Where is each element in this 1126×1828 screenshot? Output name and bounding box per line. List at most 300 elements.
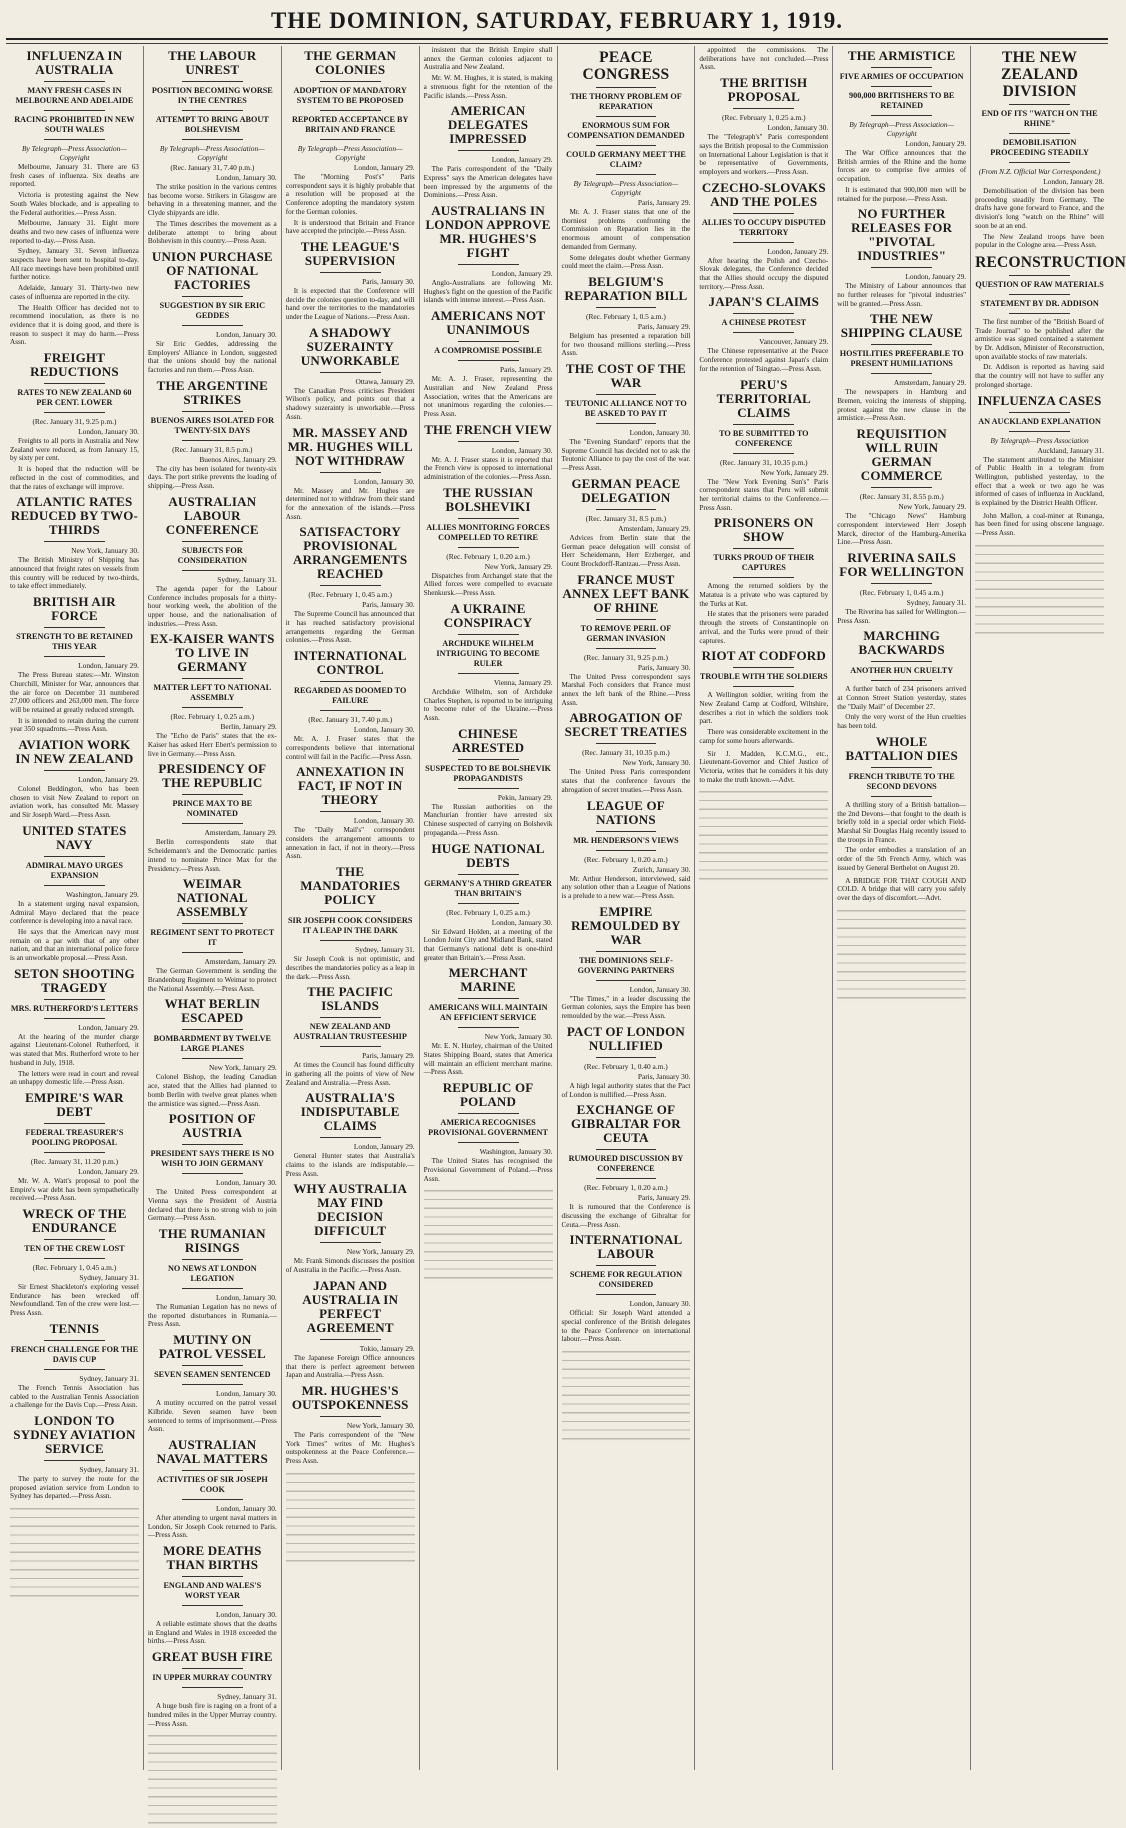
headline-rule (458, 150, 519, 151)
article-subheading: REPORTED ACCEPTANCE BY BRITAIN AND FRANCE (291, 115, 409, 134)
news-article (148, 495, 277, 629)
news-column (833, 46, 971, 1770)
article-subheading: A COMPROMISE POSSIBLE (434, 346, 542, 356)
headline-rule (182, 325, 243, 326)
headline-rule (596, 509, 657, 510)
article-subheading: NO NEWS AT LONDON LEGATION (167, 1264, 257, 1284)
headline-rule (182, 81, 243, 82)
news-article (148, 1227, 277, 1329)
article-paragraph: The New Zealand troops have been popular in the Cologne area.—Press Assn. (975, 232, 1104, 250)
news-article (10, 1414, 139, 1501)
article-paragraph: Anglo-Australians are following Mr. Hughes's fight on the question of the Pacific islands with intense interest.—Press Assn. (423, 279, 553, 305)
headline-rule (596, 648, 657, 649)
headline-rule (596, 307, 657, 308)
article-paragraph: Sir Joseph Cook is not optimistic, and describes the mandatories policy as a leap in the dark.—Press Assn. (285, 955, 415, 981)
article-headline: A UKRAINE CONSPIRACY (443, 600, 533, 630)
news-article (148, 49, 277, 246)
headline-rule (320, 110, 381, 111)
news-article (424, 204, 553, 305)
article-paragraph: Colonel Beddington, who has been chosen to visit New Zealand to report on aviation work, has consulted Mr. Massey and Sir Joseph Ward.—Press Assn. (10, 785, 139, 820)
article-paragraph: The Paris correspondent of the "Daily Express" says the American delegates have been impressed by the arguments of the Dominions.—Press Assn. (423, 165, 553, 200)
dateline: London, January 30. (353, 816, 415, 826)
headline-rule (182, 1259, 243, 1260)
news-article (148, 1333, 277, 1434)
newspaper-title: THE DOMINION, SATURDAY, FEBRUARY 1, 1919. (270, 8, 844, 33)
article-headline: PEACE CONGRESS (582, 49, 670, 83)
article-headline: RECONSTRUCTION (975, 253, 1126, 271)
headline-rule (458, 547, 519, 548)
article-subheading: BOMBARDMENT BY TWELVE LARGE PLANES (153, 1034, 271, 1054)
article-subheading: NEW ZEALAND AND AUSTRALIAN TRUSTEESHIP (293, 1022, 407, 1042)
received-timestamp: (Rec. January 31, 8.5 p.m.) (585, 513, 667, 523)
headline-rule (458, 903, 519, 904)
article-headline: PRESIDENCY OF THE REPUBLIC (158, 761, 267, 791)
headline-rule (320, 1416, 381, 1417)
article-paragraph: The agenda paper for the Labour Conference includes proposals for a thirty-hour working week, the abolition of the upper house, and the nationalisation of industries.—Press Assn. (147, 584, 277, 628)
dateline: New York, January 30. (71, 546, 139, 556)
article-headline: WHY AUSTRALIA MAY FIND DECISION DIFFICULT (293, 1181, 408, 1239)
news-article (286, 326, 415, 422)
article-headline: THE ARGENTINE STRIKES (156, 377, 268, 407)
headline-rule (44, 1239, 105, 1240)
headline-rule (320, 139, 381, 140)
news-article (699, 378, 828, 513)
masthead (6, 4, 1108, 40)
article-paragraph: Belgium has presented a reparation bill for two thousand millions sterling.—Press Assn. (561, 331, 691, 358)
headline-rule (458, 264, 519, 265)
received-timestamp: (Rec. February 1, 0.20 a.m.) (584, 1183, 668, 1193)
article-subheading: RATES TO NEW ZEALAND 60 PER CENT. LOWER (17, 388, 132, 408)
article-paragraph: Melbourne, January 31. There are 63 fresh cases of influenza. Six deaths are reported. (10, 163, 139, 189)
article-headline: AUSTRALIANS IN LONDON APPROVE MR. HUGHES'S FIGHT (425, 203, 551, 261)
news-article (286, 765, 415, 861)
headline-rule (182, 1470, 243, 1471)
article-subheading: BUENOS AIRES ISOLATED FOR TWENTY-SIX DAYS (150, 415, 274, 435)
article-headline: THE FRENCH VIEW (424, 421, 552, 437)
article-headline: MERCHANT MARINE (448, 965, 528, 995)
news-article (975, 253, 1126, 390)
received-timestamp: (Rec. January 31, 7.40 p.m.) (308, 715, 393, 725)
news-article (562, 49, 691, 271)
article-headline: THE MANDATORIES POLICY (300, 864, 401, 908)
article-subheading: THE DOMINIONS SELF-GOVERNING PARTNERS (577, 955, 675, 975)
headline-rule (320, 372, 381, 373)
news-article (148, 250, 277, 375)
headline-rule (596, 831, 657, 832)
headline-rule (44, 999, 105, 1000)
headline-rule (182, 1605, 243, 1606)
article-paragraph: A high legal authority states that the Pact of London is nullified.—Press Assn. (561, 1081, 691, 1099)
dateline: London, January 29. (491, 269, 553, 279)
dateline: Vancouver, January 29. (759, 337, 829, 347)
dateline: Washington, January 29. (65, 889, 139, 899)
headline-rule (182, 1687, 243, 1688)
article-headline: AUSTRALIA'S INDISPUTABLE CLAIMS (300, 1090, 400, 1134)
article-subheading: END OF ITS "WATCH ON THE RHINE" (981, 109, 1098, 128)
article-headline: MORE DEATHS THAN BIRTHS (163, 1543, 262, 1573)
news-column (6, 46, 144, 1770)
dateline: London, January 30. (353, 476, 415, 486)
dateline: New York, January 29. (484, 561, 553, 571)
article-paragraph: Mr. A. J. Fraser, representing the Australian and New Zealand Press Association, writes that the Americans are not unanimous regarding the colonies.—Press Assn. (423, 375, 553, 418)
headline-rule (44, 110, 105, 111)
news-article (10, 1322, 139, 1410)
article-subheading: QUESTION OF RAW MATERIALS (975, 279, 1104, 289)
headline-rule (871, 796, 932, 797)
article-paragraph: After attending to urgent naval matters in London, Sir Joseph Cook returned to Paris.—Press Assn. (147, 1513, 277, 1540)
article-paragraph: General Hunter states that Australia's claims to the islands are indisputable.—Press Assn. (285, 1152, 415, 1178)
article-headline: CZECHO-SLOVAKS AND THE POLES (701, 179, 826, 209)
headline-rule (871, 767, 932, 768)
article-headline: MARCHING BACKWARDS (858, 628, 945, 658)
article-paragraph: The United Press correspondent says Marshal Foch considers that France must annex the left bank of the Rhine.—Press Assn. (561, 672, 691, 707)
article-paragraph: Sydney, January 31. Seven influenza suspects have been sent to hospital to-day. All race meetings have been prohibited until further notice. (10, 247, 139, 282)
news-article (10, 49, 139, 347)
headline-rule (320, 940, 381, 941)
article-subheading: MANY FRESH CASES IN MELBOURNE AND ADELAIDE (15, 86, 134, 105)
dateline: London, January 30. (491, 445, 553, 455)
dateline: London, January 28. (1043, 177, 1104, 186)
dateline: Auckland, January 31. (1037, 445, 1104, 455)
dateline: Sydney, January 31. (217, 1692, 277, 1702)
article-headline: THE RUSSIAN BOLSHEVIKI (443, 484, 534, 514)
article-paragraph: Some delegates doubt whether Germany could meet the claim.—Press Assn. (561, 253, 691, 271)
headline-rule (733, 108, 794, 109)
news-article (10, 351, 139, 491)
article-paragraph: Melbourne, January 31. Eight more deaths and two new cases of influenza were reported to-day.—Press Assn. (10, 219, 139, 245)
headline-rule (1009, 313, 1070, 314)
article-headline: EMPIRE'S WAR DEBT (25, 1089, 124, 1119)
article-subheading: PRESIDENT SAYS THERE IS NO WISH TO JOIN GERMANY (150, 1149, 275, 1169)
news-article (10, 824, 139, 963)
news-article (286, 1279, 415, 1380)
dateline: Paris, January 29. (499, 365, 553, 375)
article-subheading: COULD GERMANY MEET THE CLAIM? (566, 150, 686, 169)
news-article (10, 595, 139, 734)
news-article (286, 865, 415, 981)
dateline: Amsterdam, January 29. (204, 828, 277, 838)
article-subheading: SIR JOSEPH COOK CONSIDERS IT A LEAP IN THE DARK (287, 916, 413, 936)
headline-rule (733, 453, 794, 454)
news-article (837, 427, 966, 547)
dateline: London, January 29. (78, 775, 139, 785)
dateline: Berlin, January 29. (220, 722, 277, 732)
article-paragraph: The Times describes the movement as a deliberate attempt to bring about Bolshevism in this country.—Press Assn. (147, 219, 277, 246)
article-subheading: HOSTILITIES PREFERABLE TO PRESENT HUMILIATIONS (839, 349, 964, 369)
article-paragraph: It is understood that Britain and France have accepted the principle.—Press Assn. (285, 218, 415, 236)
article-subheading: ADMIRAL MAYO URGES EXPANSION (25, 860, 123, 880)
headline-rule (182, 707, 243, 708)
dateline: London, January 30. (629, 1299, 691, 1309)
article-paragraph: Berlin correspondents state that Scheidemann's and the Democratic parties intend to nominate Prince Max for the Presidency.—Press Assn. (147, 838, 277, 873)
article-subheading: FRENCH TRIBUTE TO THE SECOND DEVONS (848, 771, 955, 791)
article-headline: REQUISITION WILL RUIN GERMAN COMMERCE (856, 426, 947, 484)
headline-rule (182, 923, 243, 924)
article-headline: JAPAN AND AUSTRALIA IN PERFECT AGREEMENT (302, 1277, 399, 1335)
news-article (148, 762, 277, 873)
dateline: Paris, January 30. (362, 600, 415, 610)
article-headline: NO FURTHER RELEASES FOR "PIVOTAL INDUSTRIES" (851, 206, 953, 264)
dateline: London, January 30. (491, 917, 553, 927)
article-headline: PRISONERS ON SHOW (714, 515, 814, 545)
article-subheading: FIVE ARMIES OF OCCUPATION (839, 72, 964, 81)
article-paragraph: There was considerable excitement in the camp for some hours afterwards. (699, 728, 829, 745)
news-article (837, 551, 966, 625)
dateline: London, January 29. (905, 139, 967, 148)
headline-rule (458, 874, 519, 875)
article-headline: REPUBLIC OF POLAND (442, 1080, 534, 1110)
headline-rule (44, 885, 105, 886)
article-paragraph: The Ministry of Labour announces that no further releases for "pivotal industries" will be granted.—Press Assn. (837, 282, 967, 308)
news-article (699, 76, 828, 177)
headline-rule (596, 116, 657, 117)
news-article (10, 495, 139, 591)
headline-rule (458, 759, 519, 760)
dateline: London, January 29. (353, 163, 415, 172)
dateline: London, January 30. (629, 428, 691, 438)
headline-rule (182, 1365, 243, 1366)
article-paragraph: He states that the prisoners were paraded through the streets of Constantinople on arrival, and the Turks were proud of their captures. (699, 610, 829, 645)
headline-rule (182, 678, 243, 679)
article-paragraph: Mr. Frank Simonds discusses the position of Australia in the Pacific.—Press Assn. (285, 1257, 415, 1275)
article-paragraph: The War Office announces that the British armies of the Rhine and the home forces are to comprise five armies of occupation. (837, 149, 967, 184)
received-timestamp: (Rec. February 1, 0.45 a.m.) (859, 587, 944, 597)
article-subheading: RACING PROHIBITED IN NEW SOUTH WALES (14, 115, 135, 134)
headline-rule (182, 1173, 243, 1174)
dateline: Vienna, January 29. (493, 677, 553, 687)
article-paragraph: insistent that the British Empire shall annex the German colonies adjacent to Australia and New Zealand. (423, 46, 553, 72)
article-paragraph: The city has been isolated for twenty-six days. The port strike prevents the loading of shipping.—Press Assn. (147, 464, 277, 491)
headline-rule (182, 1058, 243, 1059)
headline-rule (44, 1123, 105, 1124)
news-article (148, 1438, 277, 1540)
article-paragraph: The Chinese representative at the Peace Conference protested against Japan's claim for the retention of Tsingtao.—Press Assn. (699, 347, 829, 373)
article-subheading: SUBJECTS FOR CONSIDERATION (177, 545, 248, 565)
illegible-text-block (286, 1470, 415, 1566)
masthead-rule (6, 43, 1108, 44)
article-headline: SATISFACTORY PROVISIONAL ARRANGEMENTS REACHED (293, 524, 408, 582)
article-headline: ABROGATION OF SECRET TREATIES (564, 710, 688, 740)
article-subheading: ADOPTION OF MANDATORY SYSTEM TO BE PROPOSED (293, 86, 407, 105)
article-subheading: AMERICA RECOGNISES PROVISIONAL GOVERNMENT (428, 1118, 548, 1138)
article-headline: WHOLE BATTALION DIES (845, 733, 958, 763)
article-headline: CHINESE ARRESTED (451, 725, 525, 755)
article-subheading: STATEMENT BY DR. ADDISON (980, 298, 1099, 308)
article-paragraph: appointed the commissions. The deliberations have not concluded.—Press Assn. (699, 46, 829, 72)
headline-rule (182, 110, 243, 111)
article-subheading: ALLIES TO OCCUPY DISPUTED TERRITORY (701, 217, 826, 237)
headline-rule (1009, 133, 1070, 134)
article-paragraph: He says that the American navy must remain on a par with that of any other nation, and that an international police force is an unworkable proposal.—Press Assn. (10, 927, 139, 963)
news-article (699, 181, 828, 292)
article-headline: LEAGUE OF NATIONS (586, 797, 665, 827)
news-column (282, 46, 420, 1770)
article-headline: BRITISH AIR FORCE (33, 594, 116, 624)
headline-rule (596, 743, 657, 744)
article-headline: ATLANTIC RATES REDUCED BY TWO-THIRDS (10, 494, 139, 538)
news-article (562, 905, 691, 1021)
headline-rule (1009, 294, 1070, 295)
article-subheading: PRINCE MAX TO BE NOMINATED (172, 799, 253, 819)
news-article (286, 49, 415, 236)
article-headline: UNITED STATES NAVY (22, 822, 127, 852)
article-headline: THE NEW ZEALAND DIVISION (1000, 49, 1079, 100)
article-headline: SETON SHOOTING TRAGEDY (14, 965, 135, 995)
article-byline: By Telegraph—Press Association—Copyright (573, 179, 679, 197)
received-timestamp: (Rec. February 1, 0.40 a.m.) (584, 1061, 668, 1071)
article-paragraph: Sir J. Madden, K.C.M.G., etc., Lieutenant-Governor and Chief Justice of Victoria, writes that he considers it his duty to make the truth known.—Advt. (699, 749, 829, 784)
headline-rule (458, 998, 519, 999)
news-article (562, 275, 691, 358)
article-headline: TENNIS (49, 1320, 100, 1336)
article-paragraph: The newspapers in Hamburg and Bremen, voicing the interests of shipping, protest against the new clause in the armistice.—Press Assn. (837, 388, 967, 423)
dateline: London, January 30. (215, 329, 277, 339)
article-paragraph: Mr. A. J. Fraser states that one of the thorniest problems confronting the Commission on Reparation lies in the enormous amount of compensation demanded from Germany. (561, 208, 691, 251)
article-subheading: SUGGESTION BY SIR ERIC GEDDES (159, 300, 266, 320)
article-headline: AMERICAN DELEGATES IMPRESSED (447, 103, 529, 147)
article-subheading: ANOTHER HUN CRUELTY (850, 666, 954, 676)
article-subheading: A CHINESE PROTEST (721, 318, 807, 328)
article-headline: THE BRITISH PROPOSAL (720, 75, 808, 105)
news-article (148, 632, 277, 758)
headline-rule (182, 823, 243, 824)
article-paragraph: Archduke Wilhelm, son of Archduke Charles Stephen, is reported to be intriguing to become ruler of the Ukraine.—Press Assn. (423, 687, 553, 722)
article-headline: INTERNATIONAL CONTROL (293, 648, 407, 678)
dateline: London, January 30. (353, 725, 415, 735)
illegible-text-block (837, 907, 966, 1003)
article-paragraph: The statement attributed to the Minister of Public Health in a telegram from Wellington, published yesterday, to the effect that a week or two ago he was informed of cases of influenza in Auckland, is explained by the District Health Officer. (975, 455, 1104, 508)
headline-rule (44, 383, 105, 384)
headline-rule (458, 634, 519, 635)
headline-rule (44, 139, 105, 140)
dateline: Sydney, January 31. (79, 1273, 139, 1283)
article-paragraph: Colonel Bishop, the leading Canadian ace, stated that the Allies had planned to bomb Berlin with twelve great planes when the armistice was signed.—Press Assn. (147, 1073, 277, 1108)
news-article (699, 46, 828, 72)
dateline: New York, January 29. (898, 502, 967, 512)
article-subheading: 900,000 BRITISHERS TO BE RETAINED (849, 91, 955, 110)
headline-rule (44, 770, 105, 771)
headline-rule (182, 541, 243, 542)
article-headline: FREIGHT REDUCTIONS (30, 350, 119, 380)
article-headline: THE PACIFIC ISLANDS (307, 984, 394, 1014)
dateline: Pekin, January 29. (497, 792, 553, 802)
article-paragraph: The "Telegraph's" Paris correspondent says the British proposal to the Commission on International Labour Legislation is that it be representative of Governments, employers and workers.—Press Assn. (699, 133, 829, 176)
dateline: London, January 30. (215, 173, 277, 182)
headline-rule (596, 1265, 657, 1266)
headline-rule (458, 788, 519, 789)
article-byline: By Telegraph—Press Association—Copyright (297, 144, 403, 162)
article-subheading: TEN OF THE CREW LOST (24, 1244, 125, 1254)
article-subheading: GERMANY'S A THIRD GREATER THAN BRITAIN'S (424, 878, 552, 898)
news-article (562, 1233, 691, 1344)
headline-rule (733, 667, 794, 668)
headline-rule (44, 81, 105, 82)
dateline: London, January 29. (491, 155, 553, 165)
dateline: Tokio, January 29. (359, 1343, 415, 1353)
article-paragraph: Among the returned soldiers by the Matatua is a private who was captured by the Turks at Kut. (699, 582, 829, 608)
article-subheading: ACTIVITIES OF SIR JOSEPH COOK (156, 1474, 268, 1494)
headline-rule (1009, 412, 1070, 413)
headline-rule (596, 174, 657, 175)
headline-rule (733, 213, 794, 214)
received-timestamp: (Rec. February 1, 0.25 a.m.) (446, 907, 530, 917)
headline-rule (733, 577, 794, 578)
news-article (562, 799, 691, 901)
dateline: London, January 30. (215, 1389, 277, 1399)
headline-rule (871, 661, 932, 662)
dateline: New York, January 30. (346, 1420, 415, 1430)
dateline: Buenos Aires, January 29. (199, 454, 277, 464)
headline-rule (182, 1029, 243, 1030)
headline-rule (320, 272, 381, 273)
headline-rule (596, 145, 657, 146)
article-headline: BELGIUM'S REPARATION BILL (564, 273, 688, 303)
article-headline: PACT OF LONDON NULLIFIED (566, 1023, 685, 1053)
received-timestamp: (Rec. February 1, 0.45 a.m.) (32, 1263, 117, 1273)
headline-rule (458, 341, 519, 342)
article-paragraph: The "Evening Standard" reports that the Supreme Council has decided not to ask the Teutonic Alliance to pay the cost of the war.—Press Assn. (561, 438, 691, 473)
news-article (562, 1103, 691, 1229)
article-headline: JAPAN'S CLAIMS (708, 294, 820, 310)
headline-rule (596, 1149, 657, 1150)
dateline: Amsterdam, January 29. (893, 378, 967, 388)
headline-rule (596, 1178, 657, 1179)
article-paragraph: The party to survey the route for the proposed aviation service from London to Sydney has departed.—Press Assn. (10, 1475, 139, 1501)
article-subheading: MRS. RUTHERFORD'S LETTERS (10, 1003, 139, 1013)
headline-rule (320, 81, 381, 82)
article-paragraph: Dispatches from Archangel state that the Allied forces were compelled to evacuate Shenkursk.—Press Assn. (423, 571, 553, 598)
article-headline: WRECK OF THE ENDURANCE (22, 1206, 127, 1236)
news-article (424, 842, 553, 963)
article-paragraph: Mr. Massey and Mr. Hughes are determined not to withdraw from their stand for the annexation of the islands.—Press Assn. (285, 486, 415, 521)
article-headline: THE ARMISTICE (847, 48, 956, 63)
news-article (424, 966, 553, 1077)
article-headline: THE LEAGUE'S SUPERVISION (300, 238, 400, 268)
news-article (837, 207, 966, 308)
received-timestamp: (Rec. January 31, 9.25 p.m.) (583, 652, 668, 662)
dateline: New York, January 29. (760, 467, 829, 477)
article-paragraph: Only the very worst of the Hun cruelties has been told. (837, 713, 967, 731)
headline-rule (596, 951, 657, 952)
article-subheading: ATTEMPT TO BRING ABOUT BOLSHEVISM (155, 115, 269, 134)
dateline: Sydney, January 31. (906, 597, 967, 607)
headline-rule (1009, 104, 1070, 105)
news-article (286, 985, 415, 1087)
article-subheading: POSITION BECOMING WORSE IN THE CENTRES (151, 86, 273, 105)
received-timestamp: (Rec. January 31, 11.20 p.m.) (30, 1156, 119, 1166)
headline-rule (182, 1384, 243, 1385)
article-subheading: ALLIES MONITORING FORCES COMPELLED TO RETIRE (426, 522, 550, 542)
illegible-text-block (10, 1505, 139, 1601)
news-article (975, 512, 1104, 538)
dateline: London, January 29. (78, 1166, 139, 1176)
article-paragraph: In a statement urging naval expansion, Admiral Mayo declared that the peace conference is developing into a naval race. (10, 899, 139, 926)
headline-rule (182, 1499, 243, 1500)
article-paragraph: Mr. A. J. Fraser states it is reported that the French view is opposed to international administration of the colonies.—Press Assn. (423, 455, 553, 482)
illegible-text-block (562, 1348, 691, 1444)
article-paragraph: The United States has recognised the Provisional Government of Poland.—Press Assn. (423, 1157, 553, 1183)
headline-rule (320, 1046, 381, 1047)
article-headline: AMERICANS NOT UNANIMOUS (430, 308, 546, 338)
headline-rule (1009, 431, 1070, 432)
dateline: Zurich, January 30. (632, 864, 691, 874)
article-headline: ANNEXATION IN FACT, IF NOT IN THEORY (296, 764, 405, 808)
article-headline: THE NEW SHIPPING CLAUSE (840, 311, 963, 341)
article-headline: THE RUMANIAN RISINGS (158, 1226, 266, 1256)
article-paragraph: Mr. E. N. Hurley, chairman of the United States Shipping Board, states that America will maintain an efficient merchant marine.—Press Assn. (423, 1042, 553, 1077)
headline-rule (596, 1057, 657, 1058)
headline-rule (182, 411, 243, 412)
